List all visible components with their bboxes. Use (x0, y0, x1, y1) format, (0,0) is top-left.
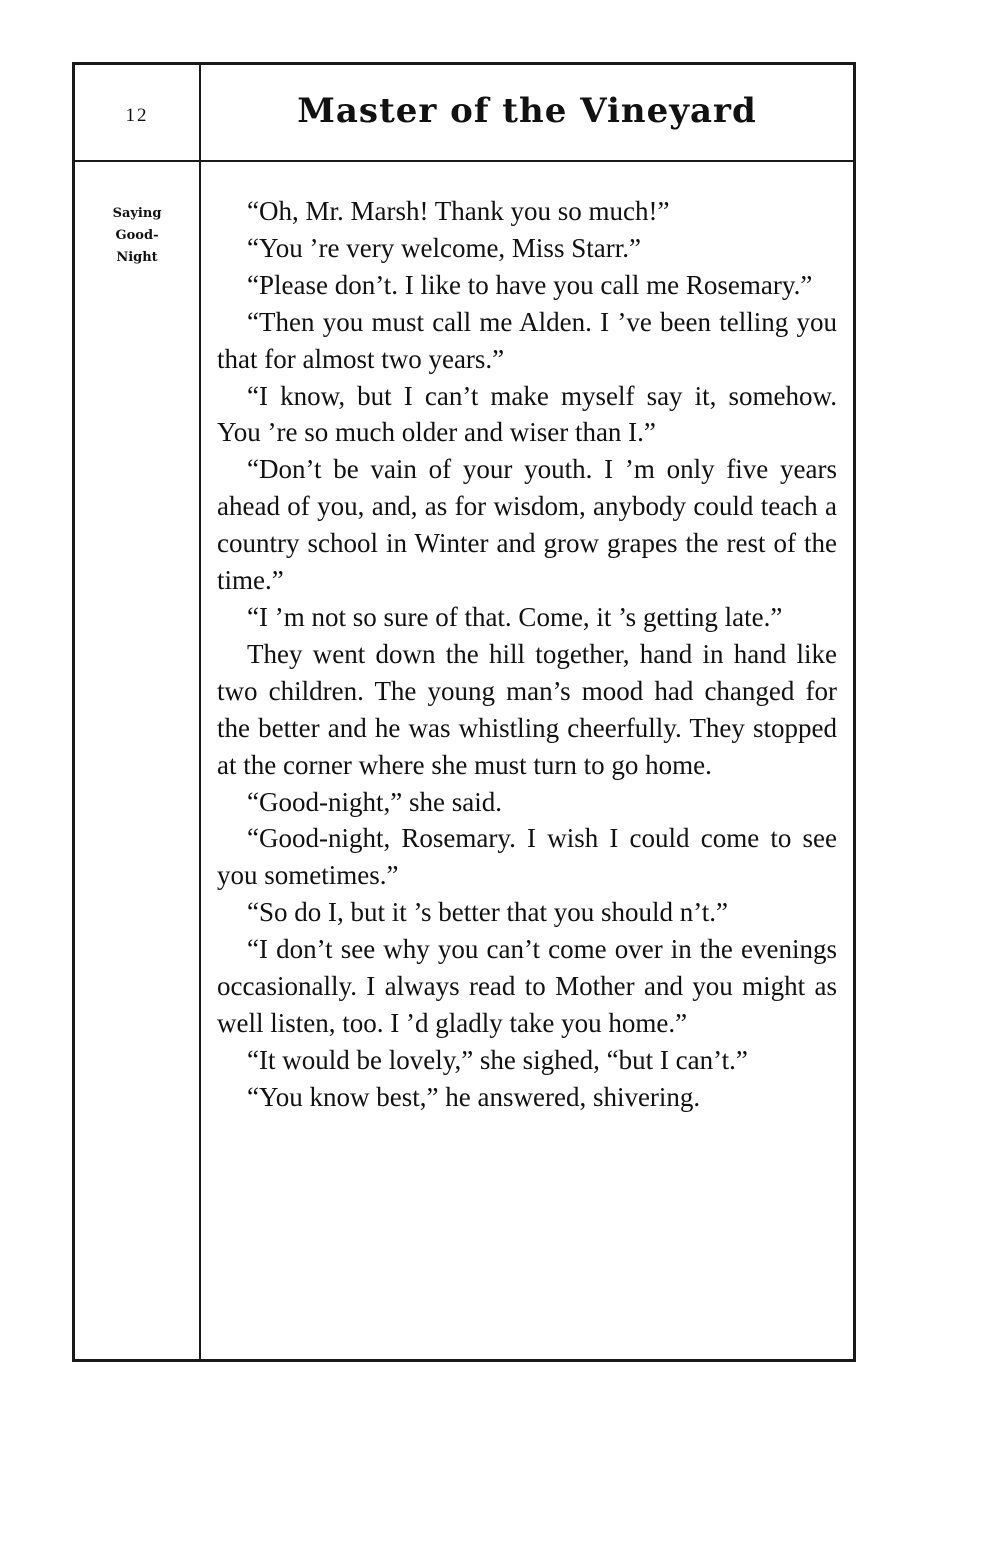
paragraph: “You know best,” he answered, shivering. (247, 1081, 701, 1112)
paragraph: “It would be lovely,” she sighed, “but I can’t.” (247, 1044, 748, 1075)
paragraph: “Good-night, Rosemary. I wish I could come to see you sometimes.” (217, 823, 837, 891)
margin-note-line: Saying (112, 206, 162, 221)
paragraph: “Good-night,” she said. (247, 786, 502, 817)
running-title: Master of the Vineyard (297, 91, 757, 131)
margin-note-line: Night (116, 250, 158, 265)
paragraph: “I don’t see why you can’t come over in the evenings occasionally. I always read to Mother and you might as well listen, too. I ’d gladly take you home.” (217, 934, 837, 1038)
paragraph: “Don’t be vain of your youth. I ’m only five years ahead of you, and, as for wisdom, anybody could teach a country school in Winter and grow grapes the rest of the time.” (217, 454, 837, 596)
paragraph: “Oh, Mr. Marsh! Thank you so much!” (247, 196, 670, 226)
page-number: 12 (125, 105, 149, 126)
margin-note-line: Good- (115, 228, 159, 243)
paragraph: “Then you must call me Alden. I ’ve been telling you that for almost two years.” (217, 306, 837, 374)
margin-note (75, 203, 199, 269)
margin-column-rule (199, 65, 201, 1359)
paragraph: “You ’re very welcome, Miss Starr.” (247, 232, 641, 263)
page-frame (72, 62, 856, 1362)
paragraph: “So do I, but it ’s better that you should n’t.” (247, 897, 728, 928)
paragraph: “I know, but I can’t make myself say it, somehow. You ’re so much older and wiser than I.” (217, 380, 837, 448)
paragraph: “I ’m not so sure of that. Come, it ’s getting late.” (247, 601, 783, 632)
header-rule (75, 160, 853, 162)
paragraph: “Please don’t. I like to have you call me Rosemary.” (247, 269, 813, 300)
body-text (217, 193, 837, 1116)
paragraph: They went down the hill together, hand in hand like two children. The young man’s mood had changed for the better and he was whistling cheerfully. They stopped at the corner where she must turn to go home. (217, 638, 837, 780)
